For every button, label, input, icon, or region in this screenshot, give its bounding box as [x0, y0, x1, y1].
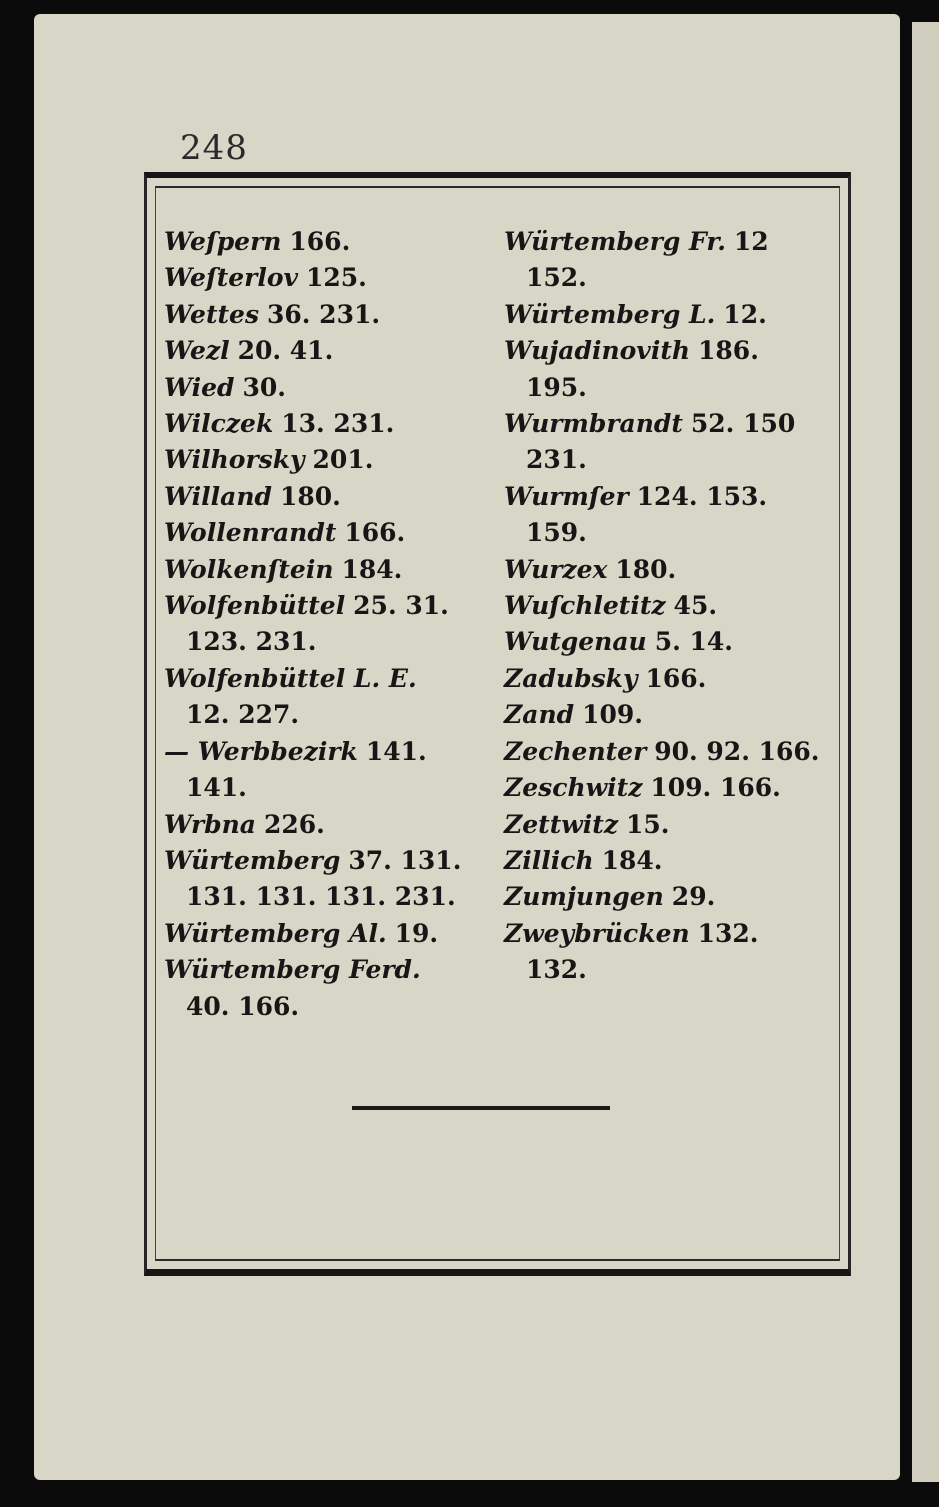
- entry-name: Würtemberg: [164, 845, 341, 875]
- entry-pages: 90. 92. 166.: [654, 736, 820, 766]
- index-entry-continuation: [504, 260, 844, 296]
- index-column-left: [164, 224, 494, 1025]
- index-entry: [164, 552, 494, 588]
- entry-name: Würtemberg Al.: [164, 918, 387, 948]
- index-entry: [504, 479, 844, 515]
- index-entry-continuation: [504, 952, 844, 988]
- index-entry-continuation: [504, 370, 844, 406]
- index-entry: [164, 952, 494, 988]
- entry-name: Zillich: [504, 845, 594, 875]
- entry-pages: 166.: [645, 663, 707, 693]
- entry-pages: 12. 227.: [186, 700, 300, 730]
- entry-name: Wolfenbüttel: [164, 591, 346, 621]
- entry-pages: 52. 150: [690, 409, 796, 439]
- entry-pages: 29.: [671, 882, 716, 912]
- entry-name: Wuſchletitz: [504, 591, 666, 621]
- entry-pages: 184.: [341, 554, 403, 584]
- entry-name: Willand: [164, 481, 272, 511]
- entry-pages: 124. 153.: [636, 481, 768, 511]
- index-entry-continuation: [504, 515, 844, 551]
- index-entry: [164, 224, 494, 260]
- index-entry: [504, 552, 844, 588]
- index-entry: [164, 588, 494, 624]
- index-entry: [504, 879, 844, 915]
- entry-name: Weſterlov: [164, 263, 299, 293]
- index-entry: [164, 843, 494, 879]
- entry-name: Zadubsky: [504, 663, 638, 693]
- page-number: 248: [180, 128, 248, 168]
- index-entry: [164, 370, 494, 406]
- index-entry-continuation: [504, 442, 844, 478]
- index-entry: [164, 807, 494, 843]
- index-entry-continuation: [164, 697, 494, 733]
- index-entry: [504, 697, 844, 733]
- entry-name: Wilhorsky: [164, 445, 305, 475]
- index-entry-continuation: [164, 770, 494, 806]
- index-entry-continuation: [164, 879, 494, 915]
- entry-name: Wujadinovith: [504, 336, 691, 366]
- entry-pages: 231.: [526, 445, 587, 475]
- entry-pages: 195.: [526, 372, 587, 402]
- index-entry: [504, 224, 844, 260]
- entry-pages: 166.: [344, 518, 406, 548]
- entry-pages: 12.: [723, 299, 767, 329]
- entry-pages: 19.: [394, 918, 439, 948]
- entry-pages: 30.: [242, 372, 286, 402]
- entry-name: Wrbna: [164, 809, 256, 839]
- entry-pages: 12: [733, 227, 769, 256]
- index-column-right: [504, 224, 844, 989]
- index-entry-continuation: [164, 989, 494, 1025]
- entry-name: Würtemberg Ferd.: [164, 955, 421, 985]
- index-entry: [504, 807, 844, 843]
- entry-name: Wutgenau: [504, 627, 647, 657]
- entry-name: Zettwitz: [504, 809, 619, 839]
- entry-name: Würtemberg Fr.: [504, 227, 726, 256]
- index-entry: [504, 588, 844, 624]
- entry-name: Wilczek: [164, 409, 274, 439]
- entry-pages: 132.: [697, 918, 759, 948]
- index-entry: [504, 916, 844, 952]
- entry-name: Würtemberg L.: [504, 299, 716, 329]
- entry-name: Wied: [164, 372, 235, 402]
- entry-name: Wolkenſtein: [164, 554, 334, 584]
- entry-pages: 36. 231.: [266, 299, 381, 329]
- entry-name: Wezl: [164, 336, 230, 366]
- entry-pages: 180.: [279, 481, 341, 511]
- entry-name: Zumjungen: [504, 882, 664, 912]
- index-entry: [164, 734, 494, 770]
- index-entry: [504, 406, 844, 442]
- entry-name: Weſpern: [164, 227, 282, 256]
- index-entry: [504, 770, 844, 806]
- entry-pages: 184.: [601, 845, 663, 875]
- entry-pages: 226.: [263, 809, 325, 839]
- entry-name: Wollenrandt: [164, 518, 337, 548]
- index-entry: [504, 297, 844, 333]
- entry-name: — Werbbezirk: [164, 736, 358, 766]
- entry-name: Wurmſer: [504, 481, 629, 511]
- entry-name: Wettes: [164, 299, 260, 329]
- index-entry: [164, 260, 494, 296]
- entry-name: Zeschwitz: [504, 773, 643, 803]
- entry-pages: 201.: [312, 445, 374, 475]
- index-entry: [164, 333, 494, 369]
- index-entry: [164, 515, 494, 551]
- entry-name: Wolfenbüttel L. E.: [164, 663, 417, 693]
- end-divider-rule: [352, 1106, 610, 1110]
- index-entry: [164, 297, 494, 333]
- entry-pages: 159.: [526, 518, 587, 548]
- entry-pages: 131. 131. 131. 231.: [186, 882, 456, 912]
- entry-pages: 152.: [526, 263, 587, 293]
- entry-pages: 109.: [582, 700, 643, 730]
- entry-pages: 45.: [673, 591, 718, 621]
- entry-pages: 141.: [186, 773, 247, 803]
- entry-pages: 109. 166.: [650, 773, 781, 803]
- entry-pages: 141.: [365, 736, 427, 766]
- index-entry: [504, 734, 844, 770]
- entry-pages: 20. 41.: [237, 336, 334, 366]
- entry-pages: 186.: [698, 336, 759, 366]
- index-entry: [164, 916, 494, 952]
- entry-pages: 180.: [615, 554, 677, 584]
- entry-pages: 166.: [289, 227, 351, 256]
- entry-pages: 25. 31.: [353, 591, 449, 621]
- index-entry-continuation: [164, 624, 494, 660]
- index-entry: [504, 333, 844, 369]
- index-entry: [504, 843, 844, 879]
- entry-pages: 15.: [625, 809, 670, 839]
- index-entry: [504, 624, 844, 660]
- entry-name: Wurmbrandt: [504, 409, 683, 439]
- entry-pages: 13. 231.: [281, 409, 395, 439]
- entry-name: Zechenter: [504, 736, 647, 766]
- entry-name: Zand: [504, 700, 575, 730]
- adjacent-page-edge: [912, 22, 939, 1482]
- entry-pages: 37. 131.: [348, 845, 462, 875]
- entry-pages: 125.: [305, 263, 367, 293]
- entry-pages: 40. 166.: [186, 991, 300, 1021]
- entry-pages: 123. 231.: [186, 627, 317, 657]
- entry-pages: 5. 14.: [654, 627, 733, 657]
- index-entry: [164, 406, 494, 442]
- entry-pages: 132.: [526, 955, 587, 985]
- index-entry: [164, 661, 494, 697]
- index-entry: [164, 442, 494, 478]
- entry-name: Wurzex: [504, 554, 608, 584]
- entry-name: Zweybrücken: [504, 918, 690, 948]
- index-entry: [164, 479, 494, 515]
- index-entry: [504, 661, 844, 697]
